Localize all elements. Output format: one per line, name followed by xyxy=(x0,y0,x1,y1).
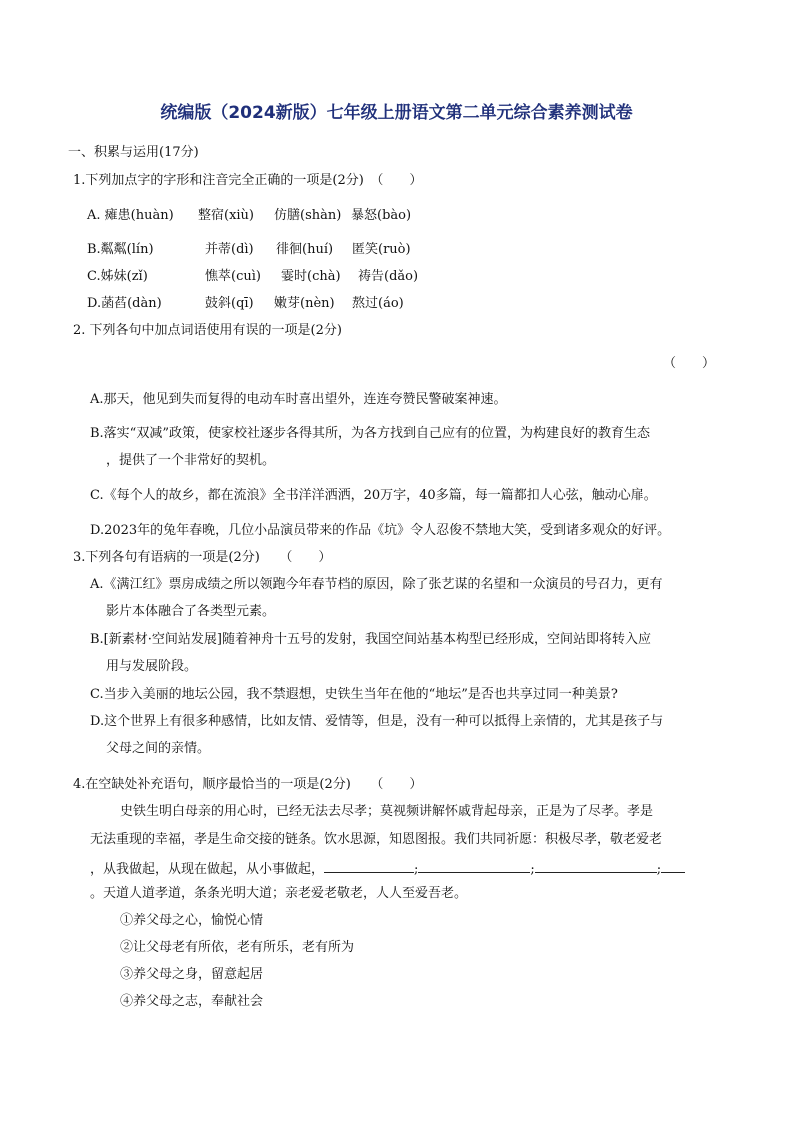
q4-blank-1[interactable] xyxy=(324,858,414,873)
q1-option-d-3: 嫩芽(nèn) xyxy=(274,296,335,311)
q1-option-c-3: 霎时(chà) xyxy=(281,269,341,284)
q4-blank-4[interactable] xyxy=(661,858,685,873)
q1-option-d-2: 鼓斜(qī) xyxy=(205,296,254,311)
q4-item-1: ①养父母之心，愉悦心情 xyxy=(120,913,264,928)
q2-stem: 2. 下列各句中加点词语使用有误的一项是(2分) xyxy=(73,323,342,338)
q4-item-2: ②让父母老有所依，老有所乐，老有所为 xyxy=(120,940,355,955)
q1-option-b-2: 并蒂(dì) xyxy=(205,242,254,257)
q2-option-b: B.落实“双减”政策，使家校社逐步各得其所，为各方找到自己应有的位置，为构建良好的教育生态 xyxy=(90,426,650,441)
q2-option-d: D.2023年的兔年春晚，几位小品演员带来的作品《坑》令人忍俊不禁地大笑，受到诸多观众的好评。 xyxy=(90,523,671,538)
q4-passage-line-3 xyxy=(90,858,685,879)
q4-passage-line-1: 史铁生明白母亲的用心时，已经无法去尽孝；莫视频讲解怀戚背起母亲，正是为了尽孝。孝是 xyxy=(120,804,654,819)
q3-option-b: B.[新素材·空间站发展]随着神舟十五号的发射，我国空间站基本构型已经形成，空间站即将转入应 xyxy=(90,632,651,647)
q3-option-b-cont: 用与发展阶段。 xyxy=(106,659,198,674)
q3-option-d: D.这个世界上有很多种感情，比如友情、爱情等，但是，没有一种可以抵得上亲情的，尤其是孩子与 xyxy=(90,714,664,729)
page-title: 统编版（2024新版）七年级上册语文第二单元综合素养测试卷 xyxy=(160,103,633,123)
section-heading: 一、积累与运用(17分) xyxy=(68,145,199,160)
q4-passage-line-2: 无法重现的幸福，孝是生命交接的链条。饮水思源，知恩图报。我们共同祈愿：积极尽孝，敬老爱老 xyxy=(90,832,663,847)
q3-option-d-cont: 父母之间的亲情。 xyxy=(106,741,211,756)
q1-option-c-2: 憔萃(cuì) xyxy=(205,269,261,284)
q3-option-a: A.《满江红》票房成绩之所以领跑今年春节档的原因，除了张艺谋的名望和一众演员的号召力，更有 xyxy=(90,577,663,592)
q4-item-3: ③养父母之身，留意起居 xyxy=(120,967,264,982)
q1-stem: 1.下列加点字的字形和注音完全正确的一项是(2分) （ ） xyxy=(73,173,423,188)
q3-option-c: C.当步入美丽的地坛公园，我不禁遐想，史铁生当年在他的“地坛”是否也共享过同一种美景? xyxy=(90,687,618,702)
q1-option-a-3: 仿膳(shàn) xyxy=(274,208,342,223)
q4-blank-3[interactable] xyxy=(535,858,657,873)
q1-option-d-4: 熬过(áo) xyxy=(352,296,404,311)
q1-option-d-1: D.菡萏(dàn) xyxy=(87,296,162,311)
q4-stem: 4.在空缺处补充语句，顺序最恰当的一项是(2分) （ ） xyxy=(73,777,423,792)
q2-option-c: C.《每个人的故乡，都在流浪》全书洋洋洒洒，20万字，40多篇，每一篇都扣人心弦，触动心扉。 xyxy=(90,488,657,503)
q4-blank-sep-3: ; xyxy=(656,862,662,877)
q4-item-4: ④养父母之志，奉献社会 xyxy=(120,994,264,1009)
q1-option-c-1: C.姊妹(zǐ) xyxy=(87,269,148,284)
q2-option-a: A.那天，他见到失而复得的电动车时喜出望外，连连夸赞民警破案神速。 xyxy=(90,392,507,407)
q4-passage-line-4: 。天道人道孝道，条条光明大道；亲老爱老敬老，人人至爱吾老。 xyxy=(90,886,468,901)
q1-option-a-2: 整宿(xiù) xyxy=(198,208,255,223)
q1-option-b-1: B.粼粼(lín) xyxy=(87,242,154,257)
q3-option-a-cont: 影片本体融合了各类型元素。 xyxy=(106,604,276,619)
q3-stem: 3.下列各句有语病的一项是(2分) （ ） xyxy=(73,550,332,565)
q1-option-c-4: 祷告(dǎo) xyxy=(358,269,419,284)
q4-passage-line-3-text: ，从我做起，从现在做起，从小事做起， xyxy=(90,862,325,877)
q1-option-a-4: 暴怒(bào) xyxy=(351,208,412,223)
q4-blank-sep-1: ; xyxy=(414,862,419,877)
q4-blank-2[interactable] xyxy=(418,858,530,873)
q1-option-a-1: A. 瘫患(huàn) xyxy=(87,208,174,223)
q2-option-b-cont: ，提供了一个非常好的契机。 xyxy=(106,453,276,468)
q4-blank-sep-2: ; xyxy=(530,862,535,877)
q1-option-b-4: 匿笑(ruò) xyxy=(352,242,411,257)
q1-option-b-3: 徘徊(huí) xyxy=(276,242,334,257)
q2-answer-paren: （ ） xyxy=(663,356,716,371)
